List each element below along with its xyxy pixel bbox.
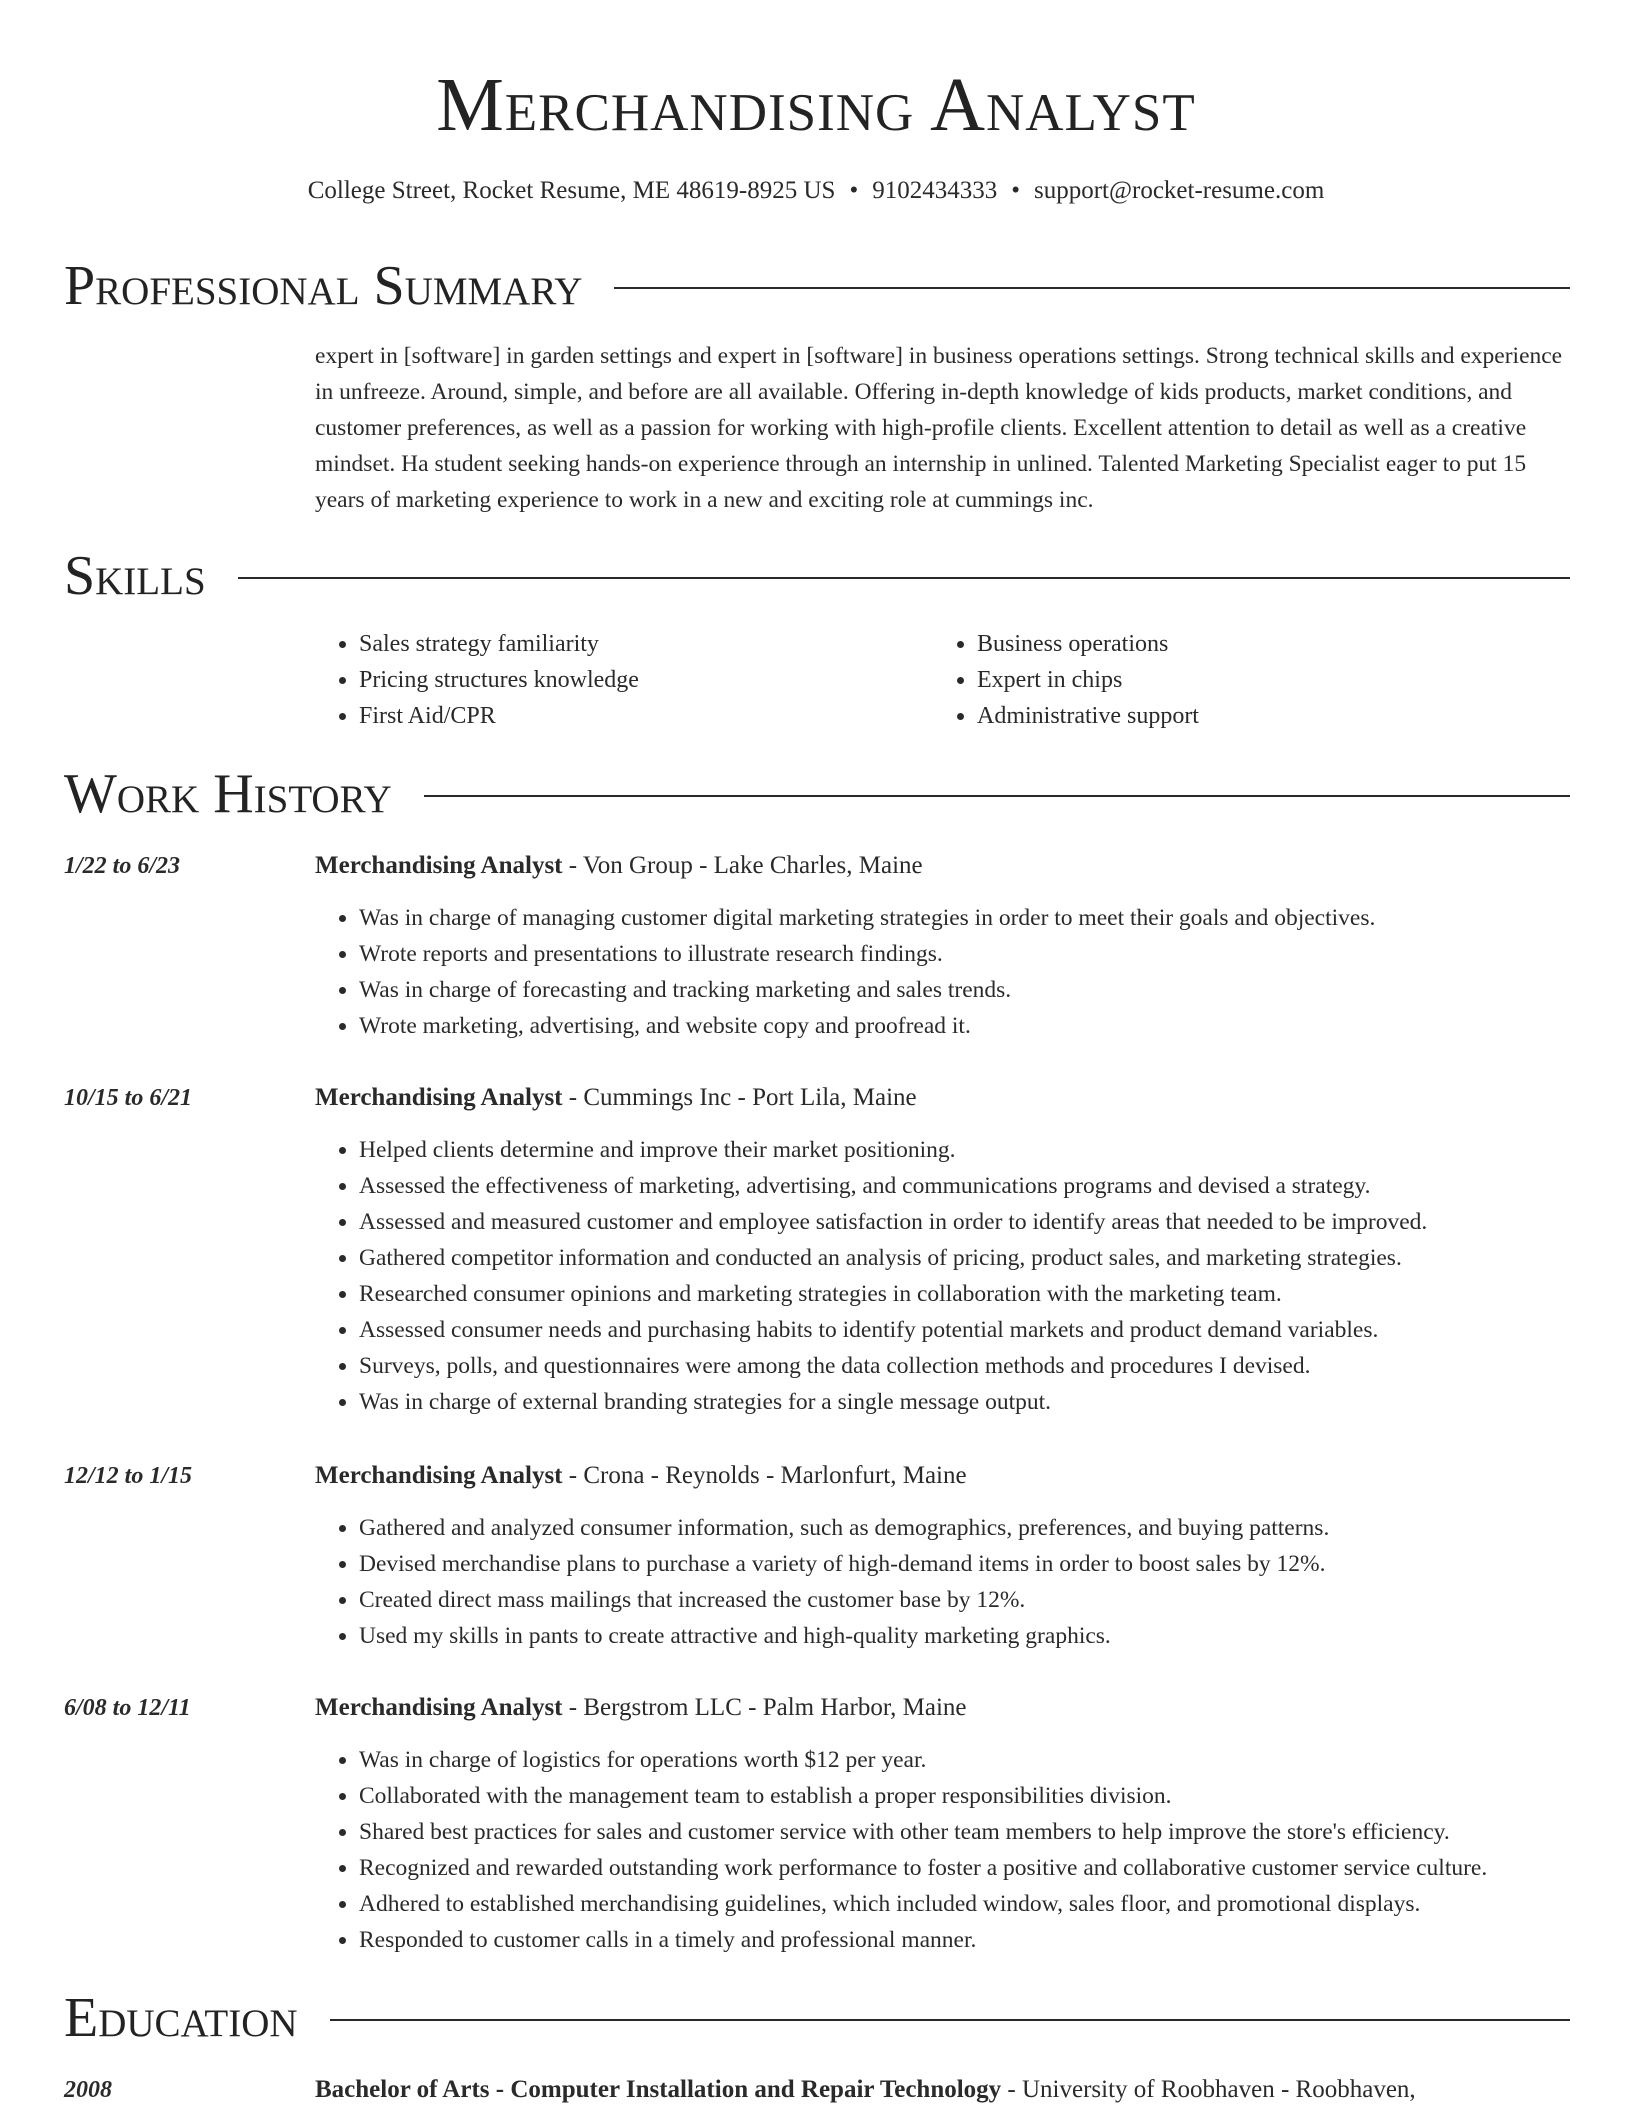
job-details: - Bergstrom LLC - Palm Harbor, Maine: [562, 1694, 967, 1721]
contact-line: [0, 174, 1632, 208]
work-heading: Work History: [64, 763, 392, 825]
job-details: - Von Group - Lake Charles, Maine: [562, 852, 923, 879]
job-bullet: • Was in charge of forecasting and tracking marketing and sales trends.: [359, 972, 1559, 1008]
job-bullet: • Used my skills in pants to create attractive and high-quality marketing graphics.: [359, 1618, 1559, 1654]
education-title-line: [315, 2072, 1416, 2108]
job-date: 12/12 to 1/15: [64, 1463, 193, 1489]
job-bullet: • Was in charge of managing customer digital marketing strategies in order to meet their goals and objectives.: [359, 900, 1559, 936]
job-bullets: [315, 1742, 1559, 1958]
job-bullet: • Was in charge of logistics for operations worth $12 per year.: [359, 1742, 1559, 1778]
job-bullet: • Shared best practices for sales and customer service with other team members to help improve the store's efficiency.: [359, 1814, 1559, 1850]
skills-column-left: [315, 626, 933, 734]
education-degree: Bachelor of Arts - Computer Installation and Repair Technology: [315, 2076, 1002, 2103]
education-heading: Education: [64, 1987, 298, 2049]
education-date: 2008: [64, 2077, 112, 2103]
job-title-line: [315, 848, 923, 884]
education-section-header: [64, 1986, 1570, 2050]
job-bullet: • Wrote reports and presentations to illustrate research findings.: [359, 936, 1559, 972]
summary-section-header: [64, 254, 1570, 318]
contact-phone: 9102434333: [872, 177, 998, 204]
section-divider: [330, 2019, 1570, 2021]
job-bullet: • Wrote marketing, advertising, and website copy and proofread it.: [359, 1008, 1559, 1044]
contact-email: support@rocket-resume.com: [1033, 177, 1325, 204]
contact-separator: •: [849, 177, 859, 204]
job-bullet: • Was in charge of external branding strategies for a single message output.: [359, 1384, 1559, 1420]
work-section-header: [64, 762, 1570, 826]
contact-separator: •: [1011, 177, 1020, 204]
job-bullet: • Devised merchandise plans to purchase a variety of high-demand items in order to boost sales by 12%.: [359, 1546, 1559, 1582]
job-date: 6/08 to 12/11: [64, 1695, 191, 1721]
skills-section-header: [64, 544, 1570, 608]
job-bullet: • Adhered to established merchandising guidelines, which included window, sales floor, and promotional displays.: [359, 1886, 1559, 1922]
contact-address: College Street, Rocket Resume, ME 48619-8925 US: [307, 177, 836, 204]
job-title: Merchandising Analyst: [315, 1084, 563, 1111]
summary-text: expert in [software] in garden settings and expert in [software] in business operations settings. Strong technical skills and experience in unfreeze. Around, simple, and before are all available. Offering in-depth knowledge of kids products, market conditions, and customer preferences, as well as a passion for working with high-profile clients. Excellent attention to detail as well as a creative mindset. Ha student seeking hands-on experience through an internship in unlined. Talented Marketing Specialist eager to put 15 years of marketing experience to work in a new and exciting role at cummings inc.: [315, 343, 1563, 513]
skill-item: • Administrative support: [977, 698, 1551, 734]
job-bullets: [315, 900, 1559, 1044]
job-title-line: [315, 1690, 967, 1726]
job-bullet: • Assessed the effectiveness of marketing, advertising, and communications programs and devised a strategy.: [359, 1168, 1559, 1204]
job-bullet: • Assessed and measured customer and employee satisfaction in order to identify areas that needed to be improved.: [359, 1204, 1559, 1240]
job-bullet: • Gathered competitor information and conducted an analysis of pricing, product sales, and marketing strategies.: [359, 1240, 1559, 1276]
summary-heading: Professional Summary: [64, 255, 583, 317]
job-title: Merchandising Analyst: [315, 1694, 563, 1721]
skill-item: • Business operations: [977, 626, 1551, 662]
job-bullet: • Collaborated with the management team to establish a proper responsibilities division.: [359, 1778, 1559, 1814]
job-bullet: • Surveys, polls, and questionnaires were among the data collection methods and procedures I devised.: [359, 1348, 1559, 1384]
job-bullet: • Gathered and analyzed consumer information, such as demographics, preferences, and buying patterns.: [359, 1510, 1559, 1546]
section-divider: [614, 287, 1570, 289]
job-bullet: • Recognized and rewarded outstanding work performance to foster a positive and collaborative customer service culture.: [359, 1850, 1559, 1886]
job-date: 10/15 to 6/21: [64, 1085, 193, 1111]
skill-item: • Expert in chips: [977, 662, 1551, 698]
job-date: 1/22 to 6/23: [64, 853, 181, 879]
job-bullet: • Researched consumer opinions and marketing strategies in collaboration with the marketing team.: [359, 1276, 1559, 1312]
job-bullet: • Assessed consumer needs and purchasing habits to identify potential markets and product demand variables.: [359, 1312, 1559, 1348]
skills-column-right: [933, 626, 1551, 734]
skill-item: • Pricing structures knowledge: [359, 662, 933, 698]
job-bullets: [315, 1132, 1559, 1420]
education-details: - University of Roobhaven - Roobhaven,: [1001, 2076, 1416, 2103]
job-details: - Cummings Inc - Port Lila, Maine: [562, 1084, 917, 1111]
resume-name: Merchandising Analyst: [436, 63, 1196, 147]
job-bullets: [315, 1510, 1559, 1654]
job-bullet: • Helped clients determine and improve their market positioning.: [359, 1132, 1559, 1168]
skills-list: [315, 626, 1565, 734]
job-details: - Crona - Reynolds - Marlonfurt, Maine: [562, 1462, 967, 1489]
skill-item: • First Aid/CPR: [359, 698, 933, 734]
section-divider: [424, 795, 1570, 797]
skills-heading: Skills: [64, 545, 206, 607]
skill-item: • Sales strategy familiarity: [359, 626, 933, 662]
job-bullet: • Created direct mass mailings that increased the customer base by 12%.: [359, 1582, 1559, 1618]
section-divider: [238, 577, 1570, 579]
job-bullet: • Responded to customer calls in a timely and professional manner.: [359, 1922, 1559, 1958]
job-title-line: [315, 1080, 917, 1116]
job-title-line: [315, 1458, 967, 1494]
job-title: Merchandising Analyst: [315, 1462, 563, 1489]
job-title: Merchandising Analyst: [315, 852, 563, 879]
